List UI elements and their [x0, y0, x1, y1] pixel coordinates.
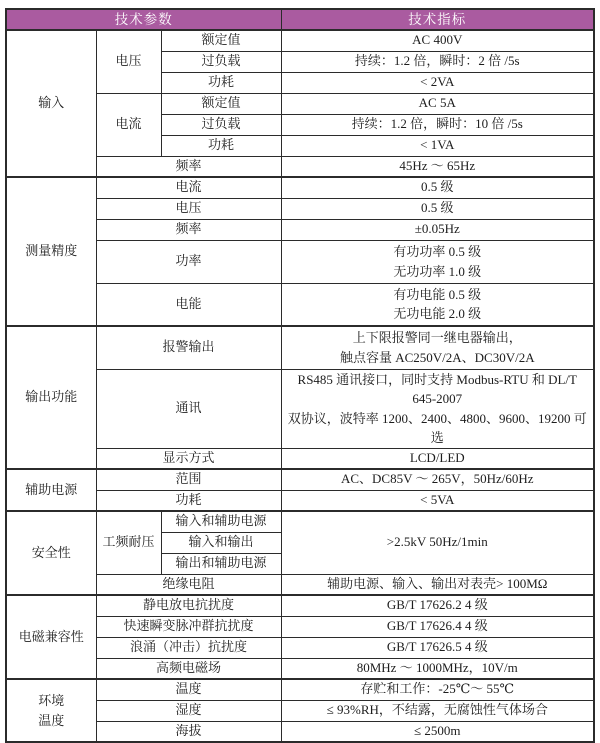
param-cell: 额定值 [161, 93, 281, 114]
value-cell: ±0.05Hz [281, 219, 594, 240]
value-cell: 持续：1.2 倍，瞬时：10 倍 /5s [281, 114, 594, 135]
param-cell: 额定值 [161, 30, 281, 51]
param-cell: 绝缘电阻 [96, 574, 281, 595]
table-header-row [6, 9, 594, 30]
value-cell: < 2VA [281, 72, 594, 93]
section-label-accuracy: 测量精度 [6, 177, 96, 326]
param-cell: 显示方式 [96, 448, 281, 469]
value-cell: 0.5 级 [281, 198, 594, 219]
param-cell: 快速瞬变脉冲群抗扰度 [96, 616, 281, 637]
param-cell: 海拔 [96, 721, 281, 742]
value-cell: 45Hz ～ 65Hz [281, 156, 594, 177]
param-cell: 功耗 [161, 72, 281, 93]
section-label-safety: 安全性 [6, 511, 96, 595]
value-cell: < 1VA [281, 135, 594, 156]
param-cell: 湿度 [96, 700, 281, 721]
value-line: RS485 通讯接口，同时支持 Modbus-RTU 和 DL/T 645-2007 [297, 371, 577, 406]
section-label-emc: 电磁兼容性 [6, 595, 96, 679]
param-cell: 温度 [96, 679, 281, 700]
table-row [6, 679, 594, 700]
value-cell: >2.5kV 50Hz/1min [281, 511, 594, 574]
table-row [6, 177, 594, 198]
param-cell: 浪涌（冲击）抗扰度 [96, 637, 281, 658]
value-line: 双协议，波特率 1200、2400、4800、9600、19200 可选 [287, 410, 587, 445]
group-label-withstand: 工频耐压 [96, 511, 161, 574]
param-cell: 过负载 [161, 114, 281, 135]
param-cell: 频率 [96, 219, 281, 240]
value-cell [281, 369, 594, 448]
table-row [6, 469, 594, 490]
section-label-line: 温度 [38, 712, 65, 728]
table-row [6, 511, 594, 532]
value-cell: ≤ 93%RH，不结露，无腐蚀性气体场合 [281, 700, 594, 721]
value-cell [281, 283, 594, 326]
param-cell: 功率 [96, 240, 281, 283]
value-cell: 存贮和工作：-25℃～ 55℃ [281, 679, 594, 700]
param-cell: 通讯 [96, 369, 281, 448]
value-cell: 80MHz ～ 1000MHz，10V/m [281, 658, 594, 679]
param-cell: 功耗 [161, 135, 281, 156]
value-cell [281, 326, 594, 369]
param-cell: 电流 [96, 177, 281, 198]
value-line: 上下限报警同一继电器输出， [352, 330, 522, 346]
param-cell: 高频电磁场 [96, 658, 281, 679]
value-cell: GB/T 17626.2 4 级 [281, 595, 594, 616]
value-cell: GB/T 17626.5 4 级 [281, 637, 594, 658]
section-label-environment [6, 679, 96, 742]
value-cell: AC 5A [281, 93, 594, 114]
value-cell: AC 400V [281, 30, 594, 51]
param-cell: 功耗 [96, 490, 281, 511]
value-line: 无功电能 2.0 级 [393, 306, 482, 322]
value-line: 无功功率 1.0 级 [393, 263, 482, 279]
table-row [6, 595, 594, 616]
group-label-voltage: 电压 [96, 30, 161, 93]
value-line: 有功电能 0.5 级 [393, 286, 482, 302]
param-cell: 电压 [96, 198, 281, 219]
param-cell: 范围 [96, 469, 281, 490]
value-cell: ≤ 2500m [281, 721, 594, 742]
value-cell: AC、DC85V ～ 265V，50Hz/60Hz [281, 469, 594, 490]
param-cell: 过负载 [161, 51, 281, 72]
param-cell: 输入和输出 [161, 532, 281, 553]
value-cell: LCD/LED [281, 448, 594, 469]
param-cell: 输出和辅助电源 [161, 553, 281, 574]
table-row [6, 30, 594, 51]
param-cell: 静电放电抗扰度 [96, 595, 281, 616]
param-cell: 频率 [96, 156, 281, 177]
section-label-aux-power: 辅助电源 [6, 469, 96, 511]
header-cell-params: 技术参数 [6, 9, 281, 30]
value-line: 有功功率 0.5 级 [393, 244, 482, 259]
param-cell: 报警输出 [96, 326, 281, 369]
param-cell: 输入和辅助电源 [161, 511, 281, 532]
value-cell: 0.5 级 [281, 177, 594, 198]
value-cell: < 5VA [281, 490, 594, 511]
value-line: 触点容量 AC250V/2A、DC30V/2A [339, 349, 535, 365]
param-cell: 电能 [96, 283, 281, 326]
value-cell: 辅助电源、输入、输出对表壳> 100MΩ [281, 574, 594, 595]
section-label-line: 环境 [38, 693, 65, 708]
table-row [6, 326, 594, 369]
value-cell: 持续：1.2 倍，瞬时：2 倍 /5s [281, 51, 594, 72]
value-cell [281, 240, 594, 283]
header-cell-indicators: 技术指标 [281, 9, 594, 30]
section-label-output: 输出功能 [6, 326, 96, 469]
value-cell: GB/T 17626.4 4 级 [281, 616, 594, 637]
section-label-input: 输入 [6, 30, 96, 177]
spec-table [5, 8, 595, 743]
group-label-current: 电流 [96, 93, 161, 156]
